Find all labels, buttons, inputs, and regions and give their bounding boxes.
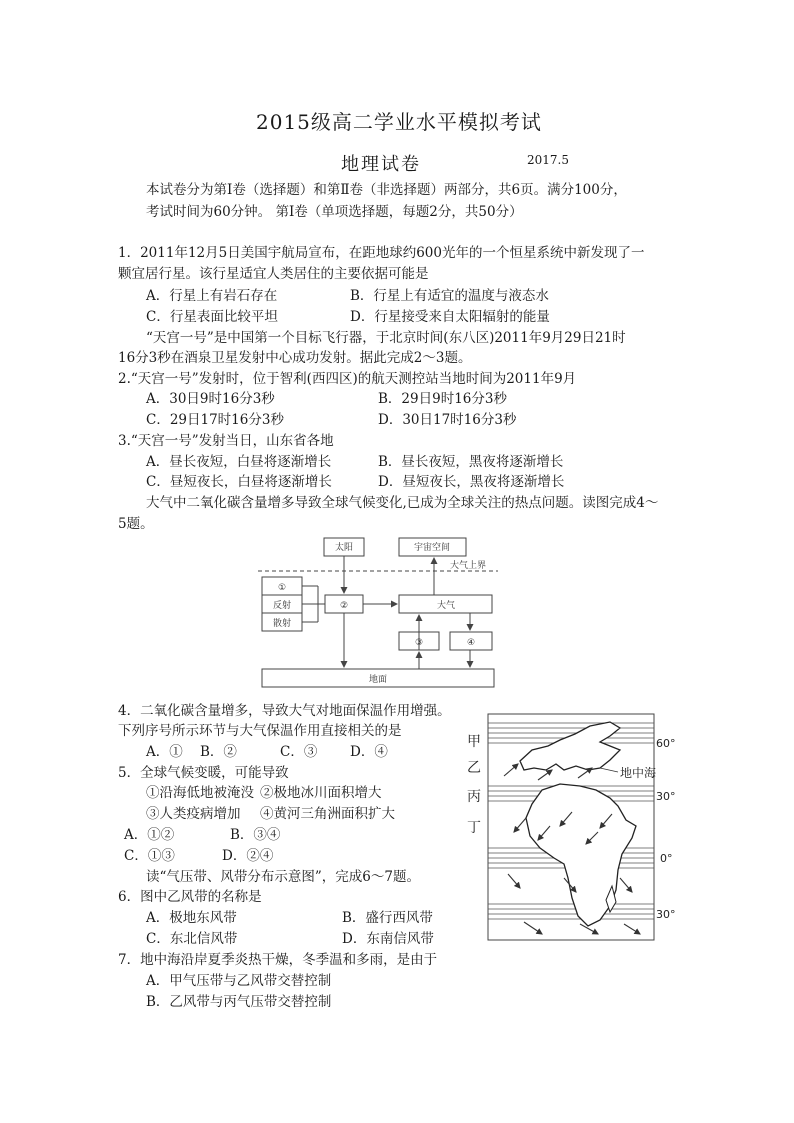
- label-1: ①: [277, 583, 287, 593]
- q5-option-c: C．①③: [124, 848, 175, 864]
- q4-stem-line-1: 4．二氧化碳含量增多，导致大气对地面保温作用增强。: [118, 703, 451, 719]
- label-4: ④: [466, 638, 476, 648]
- q2-stem: 2.“天宫一号”发射时，位于智利(西四区)的航天测控站当地时间为2011年9月: [118, 371, 577, 387]
- reflect-label: 反射: [272, 601, 292, 611]
- passage-2-line-2: 5题。: [118, 516, 154, 532]
- q2-option-a: A．30日9时16分3秒: [146, 391, 275, 407]
- q3-option-c: C．昼短夜长，白昼将逐渐增长: [146, 474, 332, 490]
- q6-option-b: B．盛行西风带: [342, 910, 433, 926]
- passage-1-line-1: “天宫一号”是中国第一个目标飞行器，于北京时间(东八区)2011年9月29日21时: [146, 330, 626, 346]
- passage-3-line-1: 读“气压带、风带分布示意图”，完成6～7题。: [146, 869, 420, 885]
- q6-option-c: C．东北信风带: [146, 931, 238, 947]
- q5-statement-3: ③人类疫病增加: [146, 806, 241, 822]
- exam-date: 2017.5: [527, 153, 569, 167]
- q7-stem: 7．地中海沿岸夏季炎热干燥，冬季温和多雨，是由于: [118, 952, 438, 968]
- space-label: 宇宙空间: [413, 543, 451, 553]
- q5-option-a: A．①②: [124, 827, 175, 843]
- q1-option-d: D．行星接受来自太阳辐射的能量: [350, 309, 550, 325]
- belt-label-ding: 丁: [467, 820, 481, 836]
- q1-option-c: C．行星表面比较平坦: [146, 309, 278, 325]
- q6-option-d: D．东南信风带: [342, 931, 434, 947]
- q2-option-c: C．29日17时16分3秒: [146, 412, 284, 428]
- q1-option-b: B．行星上有适宜的温度与液态水: [350, 288, 549, 304]
- q3-option-a: A．昼长夜短，白昼将逐渐增长: [146, 454, 332, 470]
- mediterranean-label: 地中海: [620, 766, 657, 780]
- q6-stem: 6．图中乙风带的名称是: [118, 889, 262, 905]
- exam-title: 2015级高二学业水平模拟考试: [256, 110, 542, 134]
- q1-stem-line-1: 1．2011年12月5日美国宇航局宣布，在距地球约600光年的一个恒星系统中新发现了一: [118, 245, 645, 261]
- q4-stem-line-2: 下列序号所示环节与大气保温作用直接相关的是: [118, 723, 402, 739]
- q3-stem: 3.“天宫一号”发射当日，山东省各地: [118, 433, 334, 449]
- q7-option-a: A．甲气压带与乙风带交替控制: [146, 973, 332, 989]
- q4-option-d: D．④: [350, 744, 388, 760]
- q3-option-b: B．昼长夜短，黑夜将逐渐增长: [378, 454, 564, 470]
- q4-option-a: A．①: [146, 744, 183, 760]
- belt-label-yi: 乙: [467, 760, 481, 776]
- exam-subtitle: 地理试卷: [341, 154, 421, 175]
- q5-statement-2: ②极地冰川面积增大: [260, 785, 382, 801]
- q4-option-b: B．②: [200, 744, 237, 760]
- sun-label: 太阳: [334, 543, 354, 553]
- q3-option-d: D．昼短夜长，黑夜将逐渐增长: [378, 474, 565, 490]
- q5-statement-1: ①沿海低地被淹没: [146, 785, 254, 801]
- label-3: ③: [414, 638, 424, 648]
- passage-2-line-1: 大气中二氧化碳含量增多导致全球气候变化,已成为全球关注的热点问题。读图完成4～: [146, 495, 659, 511]
- q5-statement-4: ④黄河三角洲面积扩大: [260, 806, 395, 822]
- lat-30n-label: 30°: [656, 790, 676, 803]
- continent-outline: [520, 722, 636, 926]
- q5-stem: 5．全球气候变暖，可能导致: [118, 765, 289, 781]
- passage-1-line-2: 16分3秒在酒泉卫星发射中心成功发射。据此完成2～3题。: [118, 350, 472, 366]
- q1-stem-line-2: 颗宜居行星。该行星适宜人类居住的主要依据可能是: [118, 266, 429, 282]
- belt-label-bing: 丙: [467, 789, 481, 805]
- label-2: ②: [339, 601, 349, 611]
- intro-line-1: 本试卷分为第Ⅰ卷（选择题）和第Ⅱ卷（非选择题）两部分，共6页。满分100分，: [146, 182, 627, 198]
- q2-option-b: B．29日9时16分3秒: [378, 391, 507, 407]
- intro-line-2: 考试时间为60分钟。 第Ⅰ卷（单项选择题，每题2分，共50分）: [146, 204, 523, 220]
- q1-option-a: A．行星上有岩石存在: [146, 288, 278, 304]
- ground-label: 地面: [368, 675, 388, 685]
- wind-belt-map: [460, 706, 700, 946]
- scatter-label: 散射: [272, 619, 292, 629]
- q5-option-d: D．②④: [222, 848, 274, 864]
- belt-label-jia: 甲: [467, 734, 481, 750]
- lat-60-label: 60°: [656, 737, 676, 750]
- q2-option-d: D．30日17时16分3秒: [378, 412, 517, 428]
- lat-0-label: 0°: [660, 852, 673, 865]
- q7-option-b: B．乙风带与丙气压带交替控制: [146, 994, 332, 1010]
- q6-option-a: A．极地东风带: [146, 910, 237, 926]
- q4-option-c: C．③: [280, 744, 318, 760]
- atmosphere-top-label: 大气上界: [449, 561, 487, 571]
- lat-30s-label: 30°: [656, 908, 676, 921]
- atmosphere-label: 大气: [436, 601, 456, 611]
- atmosphere-heat-diagram: [258, 533, 498, 693]
- q5-option-b: B．③④: [230, 827, 281, 843]
